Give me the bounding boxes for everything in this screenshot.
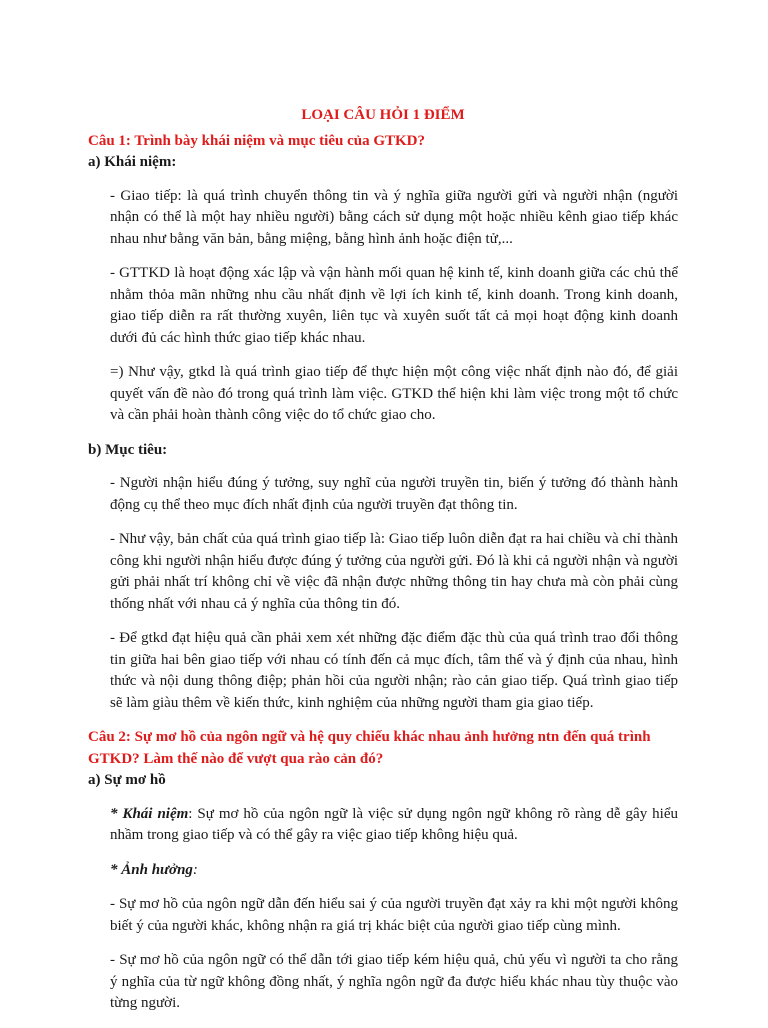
impact-heading (110, 860, 678, 882)
concept-text: : Sự mơ hồ của ngôn ngữ là việc sử dụng ngôn ngữ không rõ ràng dễ gây hiểu nhầm trong giao tiếp và có thể gây ra việc giao tiếp không hiệu quả. (110, 805, 678, 843)
paragraph: - Sự mơ hồ của ngôn ngữ có thể dẫn tới giao tiếp kém hiệu quả, chủ yếu vì người ta cho rằng ý nghĩa của từ ngữ không đồng nhất, ý nghĩa ngôn ngữ đa được hiểu khác nhau tùy thuộc vào từng người. (110, 952, 678, 1011)
impact-label: * Ảnh hưởng (110, 861, 193, 878)
paragraph: - Giao tiếp: là quá trình chuyển thông tin và ý nghĩa giữa người gửi và người nhận (người nhận có thể là một hay nhiều người) bằng cách sử dụng một hoặc nhiều kênh giao tiếp khác nhau như bằng văn bản, bằng miệng, bằng hình ảnh hoặc điện tử,... (110, 187, 678, 247)
concept-label: * Khái niệm (110, 805, 189, 822)
paragraph: - Như vậy, bản chất của quá trình giao tiếp là: Giao tiếp luôn diễn đạt ra hai chiều và chỉ thành công khi người nhận hiểu được đúng ý tưởng của người gửi. Đó là khi cả người nhận và người gửi phải nhất trí không chỉ về việc đã nhận được những thông tin hay chưa mà còn phải cùng thống nhất với nhau cả ý nghĩa của thông tin đó. (110, 531, 678, 612)
paragraph: - Sự mơ hồ của ngôn ngữ dẫn đến hiểu sai ý của người truyền đạt xảy ra khi một người không biết ý của người khác, không nhận ra giá trị khác biệt của người giao tiếp cùng mình. (110, 896, 678, 934)
paragraph: - Để gtkd đạt hiệu quả cần phải xem xét những đặc điểm đặc thù của quá trình trao đổi thông tin giữa hai bên giao tiếp với nhau có tính đến cả mục đích, tâm thế và ý định của nhau, hình thức và nội dung thông điệp; phản hồi của người nhận; rào cản giao tiếp. Quá trình giao tiếp sẽ làm giàu thêm về kiến thức, kinh nghiệm của những người tham gia giao tiếp. (110, 630, 678, 711)
paragraph: - GTTKD là hoạt động xác lập và vận hành mối quan hệ kinh tế, kinh doanh giữa các chủ thể nhằm thỏa mãn những nhu cầu nhất định về lợi ích kinh tế, kinh doanh. Trong kinh doanh, giao tiếp diễn ra rất thường xuyên, liên tục và xuyên suốt tất cả mọi hoạt động kinh doanh dưới đủ các hình thức giao tiếp khác nhau. (110, 265, 678, 346)
q2-section-a-heading: a) Sự mơ hồ (88, 772, 166, 788)
q1-section-b-heading: b) Mục tiêu: (88, 441, 168, 458)
question-2-heading: Câu 2: Sự mơ hồ của ngôn ngữ và hệ quy chiếu khác nhau ảnh hưởng ntn đến quá trình GTKD? Làm thế nào để vượt qua rào cản đó? (88, 729, 651, 767)
page-title: LOẠI CÂU HỎI 1 ĐIỂM (301, 107, 465, 123)
document-content (88, 105, 678, 1028)
concept-paragraph (110, 804, 678, 847)
paragraph: - Người nhận hiểu đúng ý tưởng, suy nghĩ của người truyền tin, biến ý tưởng đó thành hành động cụ thể theo mục đích nhất định của người truyền đạt thông tin. (110, 475, 678, 513)
q1-section-a-heading: a) Khái niệm: (88, 154, 177, 170)
question-1-heading: Câu 1: Trình bày khái niệm và mục tiêu của GTKD? (88, 132, 425, 149)
impact-suffix: : (192, 861, 198, 878)
paragraph: =) Như vậy, gtkd là quá trình giao tiếp để thực hiện một công việc nhất định nào đó, để giải quyết vấn đề nào đó trong quá trình làm việc. GTKD thể hiện khi làm việc trong một tổ chức và cần phải hoàn thành công việc do tổ chức giao cho. (110, 364, 678, 423)
